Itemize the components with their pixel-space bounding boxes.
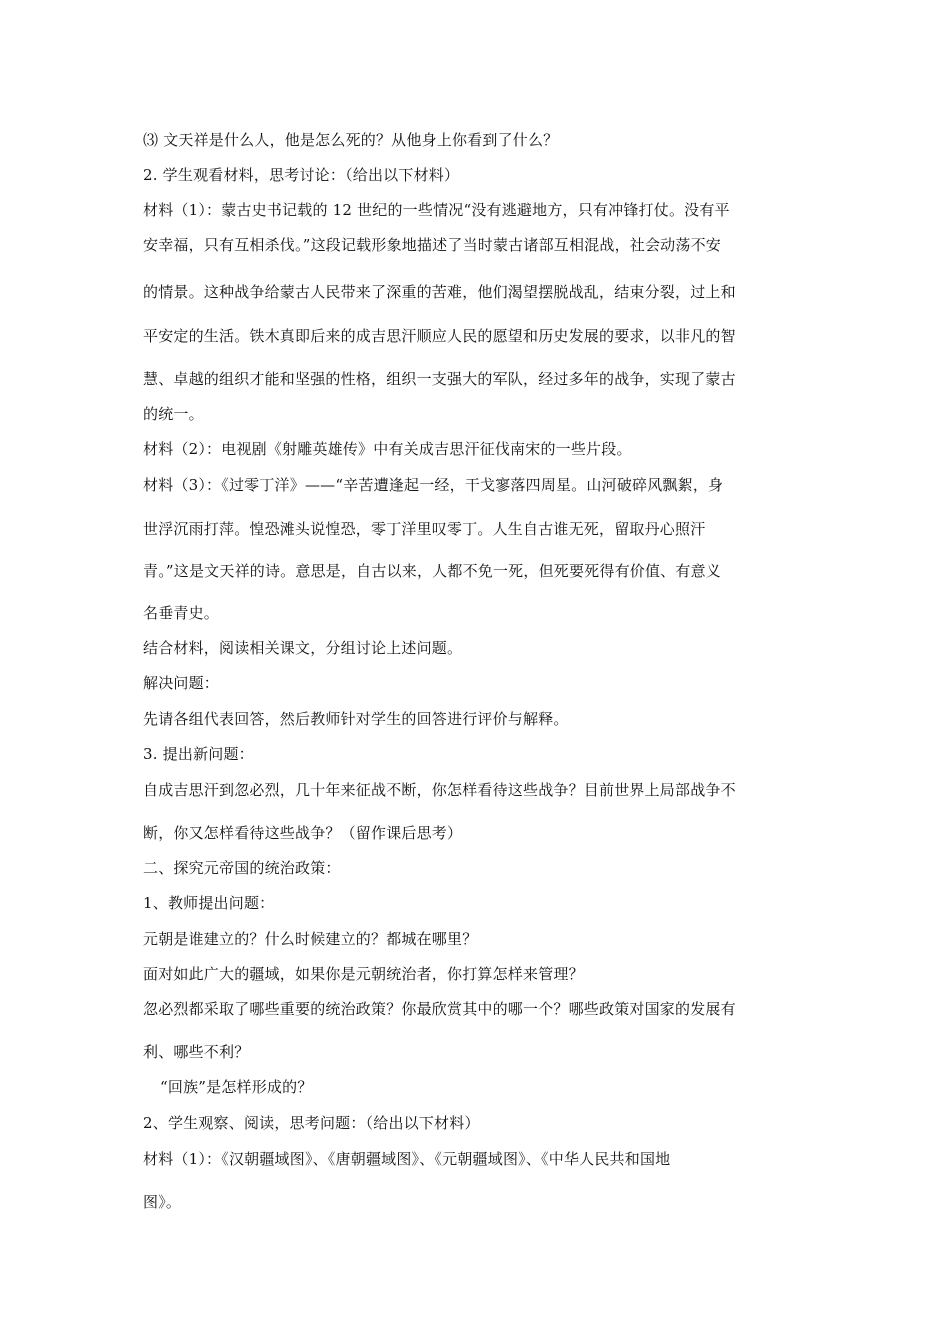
- answer-instruction: 先请各组代表回答，然后教师针对学生的回答进行评价与解释。: [143, 710, 569, 728]
- material-2: 材料（2）：电视剧《射雕英雄传》中有关成吉思汗征伐南宋的一些片段。: [143, 440, 632, 458]
- yuan-founding-question: 元朝是谁建立的？什么时候建立的？都城在哪里？: [143, 930, 478, 948]
- step-2-heading: 2. 学生观看材料，思考讨论：（给出以下材料）: [143, 166, 460, 184]
- discussion-instruction: 结合材料，阅读相关课文，分组讨论上述问题。: [143, 639, 463, 657]
- material-3-line-1: 材料（3）：《过零丁洋》——“辛苦遭逢起一经，干戈寥落四周星。山河破碎风飘絮，身: [143, 476, 724, 494]
- section-2-heading: 二、探究元帝国的统治政策：: [143, 859, 341, 877]
- material-3-line-4: 名垂青史。: [143, 604, 220, 622]
- material-1-line-3: 的情景。这种战争给蒙古人民带来了深重的苦难，他们渴望摆脱战乱，结束分裂，过上和: [143, 283, 736, 301]
- material-1-line-1: 材料（1）：蒙古史书记载的 12 世纪的一些情况“没有逃避地方，只有冲锋打仗。没有平: [143, 201, 730, 219]
- material-1-line-6: 的统一。: [143, 405, 204, 423]
- policy-question-line-2: 利、哪些不利？: [143, 1043, 250, 1061]
- hui-question: “回族”是怎样形成的？: [160, 1078, 313, 1096]
- new-question-line-1: 自成吉思汗到忽必烈，几十年来征战不断，你怎样看待这些战争？目前世界上局部战争不: [143, 781, 736, 799]
- maps-material-line-1: 材料（1）：《汉朝疆域图》、《唐朝疆域图》、《元朝疆域图》、《中华人民共和国地: [143, 1150, 671, 1168]
- solve-problem-heading: 解决问题：: [143, 674, 220, 692]
- material-3-line-2: 世浮沉雨打萍。惶恐滩头说惶恐，零丁洋里叹零丁。人生自古谁无死，留取丹心照汗: [143, 520, 706, 538]
- management-question: 面对如此广大的疆域，如果你是元朝统治者，你打算怎样来管理？: [143, 965, 584, 983]
- new-question-line-2: 断，你又怎样看待这些战争？（留作课后思考）: [143, 824, 463, 842]
- material-1-line-4: 平安定的生活。铁木真即后来的成吉思汗顺应人民的愿望和历史发展的要求，以非凡的智: [143, 327, 736, 345]
- question-wen-tianxiang: ⑶ 文天祥是什么人，他是怎么死的？从他身上你看到了什么？: [143, 131, 559, 149]
- teacher-question-heading: 1、教师提出问题：: [143, 894, 275, 912]
- step-3-heading: 3. 提出新问题：: [143, 745, 254, 763]
- maps-material-line-2: 图》。: [143, 1193, 182, 1211]
- material-3-line-3: 青。”这是文天祥的诗。意思是，自古以来，人都不免一死，但死要死得有价值、有意义: [143, 562, 721, 580]
- material-1-line-2: 安幸福，只有互相杀伐。”这段记载形象地描述了当时蒙古诸部互相混战，社会动荡不安: [143, 236, 721, 254]
- student-observe-heading: 2、学生观察、阅读，思考问题：（给出以下材料）: [143, 1114, 480, 1132]
- material-1-line-5: 慧、卓越的组织才能和坚强的性格，组织一支强大的军队，经过多年的战争，实现了蒙古: [143, 370, 736, 388]
- policy-question-line-1: 忽必烈都采取了哪些重要的统治政策？你最欣赏其中的哪一个？哪些政策对国家的发展有: [143, 1000, 736, 1018]
